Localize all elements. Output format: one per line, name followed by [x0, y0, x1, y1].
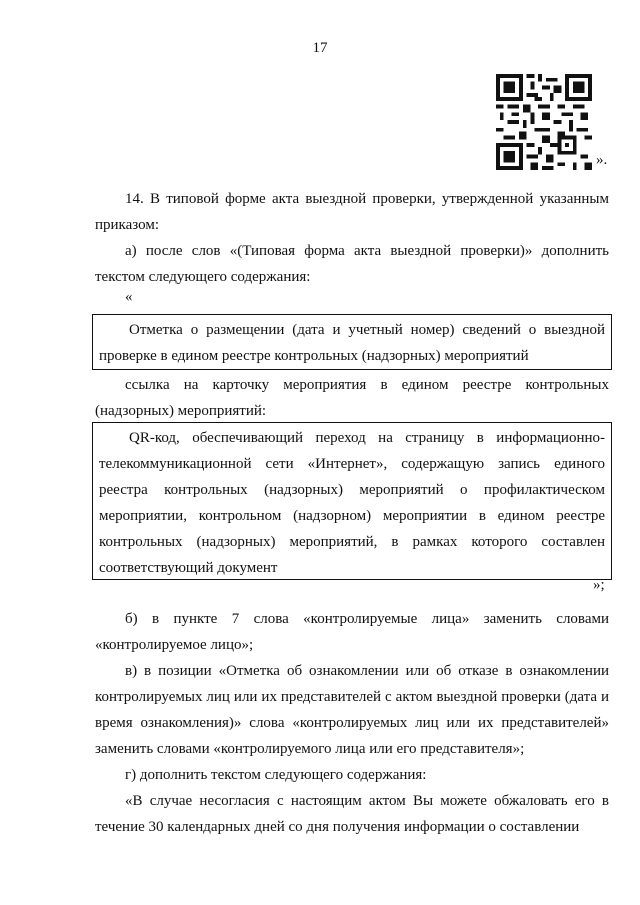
qr-description-text: QR-код, обеспечивающий переход на страницу в информационно-телекоммуникационной сети «Интернет», содержащую запись единого реестра контрольных (надзорных) мероприятий о профилактическом мероприятии, контрольном (надзорном) мероприятии в едином реестре контрольных (надзорных) мероприятий, в рамках которого составлен соответствующий документ — [99, 430, 605, 576]
paragraph-item-b: б) в пункте 7 слова «контролируемые лица» заменить словами «контролируемое лицо»; — [95, 611, 609, 653]
paragraph-item-g-quote: «В случае несогласия с настоящим актом Вы можете обжаловать его в течение 30 календарных дней со дня получения информации о составлении — [95, 793, 609, 835]
card-link-text: ссылка на карточку мероприятия в едином реестре контрольных (надзорных) мероприятий: — [95, 377, 609, 419]
page-number: 17 — [312, 40, 328, 56]
paragraph-item-14: 14. В типовой форме акта выездной проверки, утвержденной указанным приказом: — [95, 191, 609, 233]
paragraph-item-a: а) после слов «(Типовая форма акта выездной проверки)» дополнить текстом следующего содержания: — [95, 243, 609, 285]
closing-quote: »; — [593, 577, 605, 593]
placement-mark-text: Отметка о размещении (дата и учетный номер) сведений о выездной проверке в едином реестре контрольных (надзорных) мероприятий — [99, 322, 605, 364]
qr-description-box — [92, 422, 612, 580]
qr-code-icon — [496, 74, 592, 170]
qr-closing-quote: ». — [596, 152, 608, 168]
paragraph-item-v: в) в позиции «Отметка об ознакомлении или об отказе в ознакомлении контролируемых лиц или их представителей с актом выездной проверки (дата и время ознакомления)» слова «контролируемых лиц или их представителей» заменить словами «контролируемого лица или его представителя»; — [95, 663, 609, 757]
placement-mark-box — [92, 314, 612, 370]
opening-quote: « — [125, 289, 133, 305]
paragraph-item-g: г) дополнить текстом следующего содержания: — [125, 767, 427, 783]
